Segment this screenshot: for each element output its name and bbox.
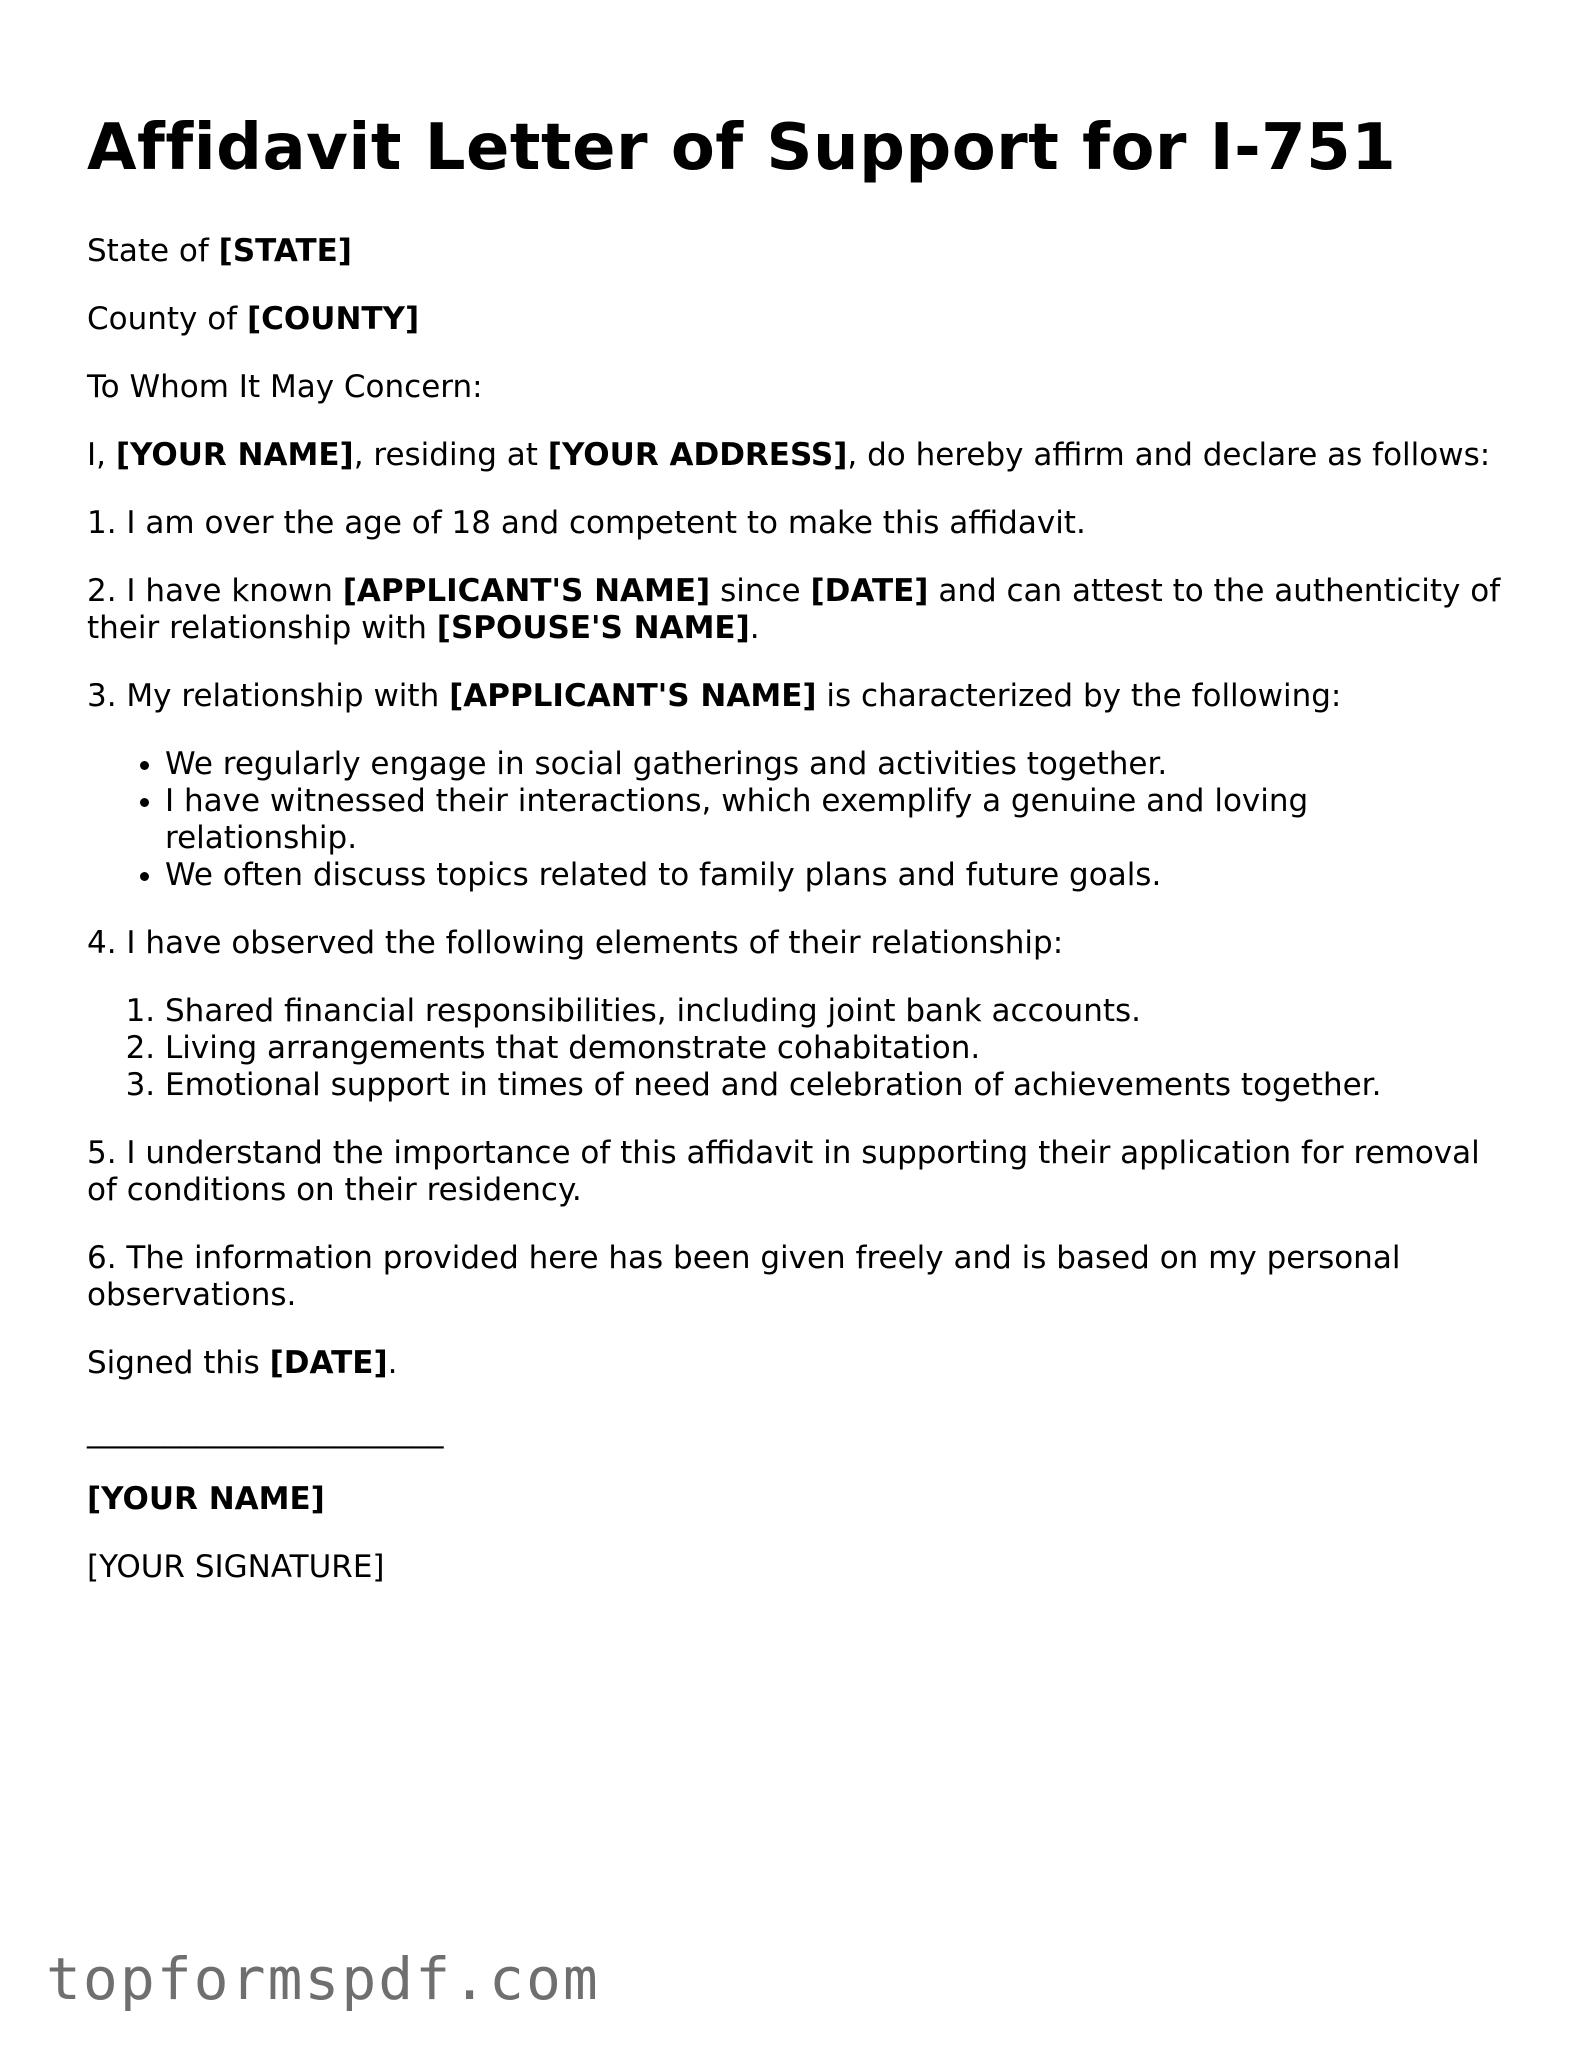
signer-name: [YOUR NAME] — [87, 1481, 325, 1517]
statement-1: 1. I am over the age of 18 and competent to make this affidavit. — [87, 505, 1086, 541]
list-item: 3. Emotional support in times of need and celebration of achievements together. — [165, 1067, 1507, 1104]
list-item: • We regularly engage in social gatherings and activities together. — [165, 746, 1507, 783]
your-name-placeholder: [YOUR NAME] — [115, 437, 354, 473]
applicant-name-placeholder: [APPLICANT'S NAME] — [342, 573, 711, 609]
statement-4: 4. I have observed the following elements of their relationship: — [87, 925, 1064, 961]
statement-5: 5. I understand the importance of this affidavit in supporting their application for removal of conditions on their residency. — [87, 1135, 1480, 1208]
county-placeholder: [COUNTY] — [247, 301, 420, 337]
intro-paragraph: I, [YOUR NAME], residing at [YOUR ADDRESS], do hereby affirm and declare as follows: — [87, 437, 1491, 473]
relationship-bullet-list — [87, 746, 1507, 894]
relationship-elements-list — [87, 993, 1507, 1104]
your-address-placeholder: [YOUR ADDRESS] — [547, 437, 848, 473]
signed-date-line: Signed this [DATE]. — [87, 1345, 398, 1381]
list-item: • I have witnessed their interactions, which exemplify a genuine and loving relationship. — [165, 783, 1507, 857]
state-placeholder: [STATE] — [218, 233, 352, 269]
list-item: 1. Shared financial responsibilities, including joint bank accounts. — [165, 993, 1507, 1030]
county-line: County of [COUNTY] — [87, 301, 420, 337]
state-line: State of [STATE] — [87, 233, 352, 269]
document-title: Affidavit Letter of Support for I-751 — [87, 111, 1397, 185]
applicant-name-placeholder: [APPLICANT'S NAME] — [449, 678, 817, 714]
spouse-name-placeholder: [SPOUSE'S NAME] — [436, 610, 750, 646]
statement-6: 6. The information provided here has been given freely and is based on my personal observations. — [87, 1240, 1401, 1313]
signed-date-placeholder: [DATE] — [269, 1345, 388, 1381]
salutation: To Whom It May Concern: — [87, 369, 483, 405]
signature-placeholder: [YOUR SIGNATURE] — [87, 1549, 385, 1585]
watermark: topformspdf.com — [46, 1945, 600, 2013]
statement-2: 2. I have known [APPLICANT'S NAME] since [DATE] and can attest to the authenticity of their relationship with [SPOUSE'S NAME]. — [87, 573, 1501, 646]
date-placeholder: [DATE] — [810, 573, 929, 609]
statement-3: 3. My relationship with [APPLICANT'S NAME] is characterized by the following: — [87, 678, 1342, 714]
list-item: • We often discuss topics related to family plans and future goals. — [165, 857, 1507, 894]
document-page — [87, 108, 1507, 1617]
list-item: 2. Living arrangements that demonstrate cohabitation. — [165, 1030, 1507, 1067]
signature-line: _______________________ — [87, 1413, 444, 1449]
